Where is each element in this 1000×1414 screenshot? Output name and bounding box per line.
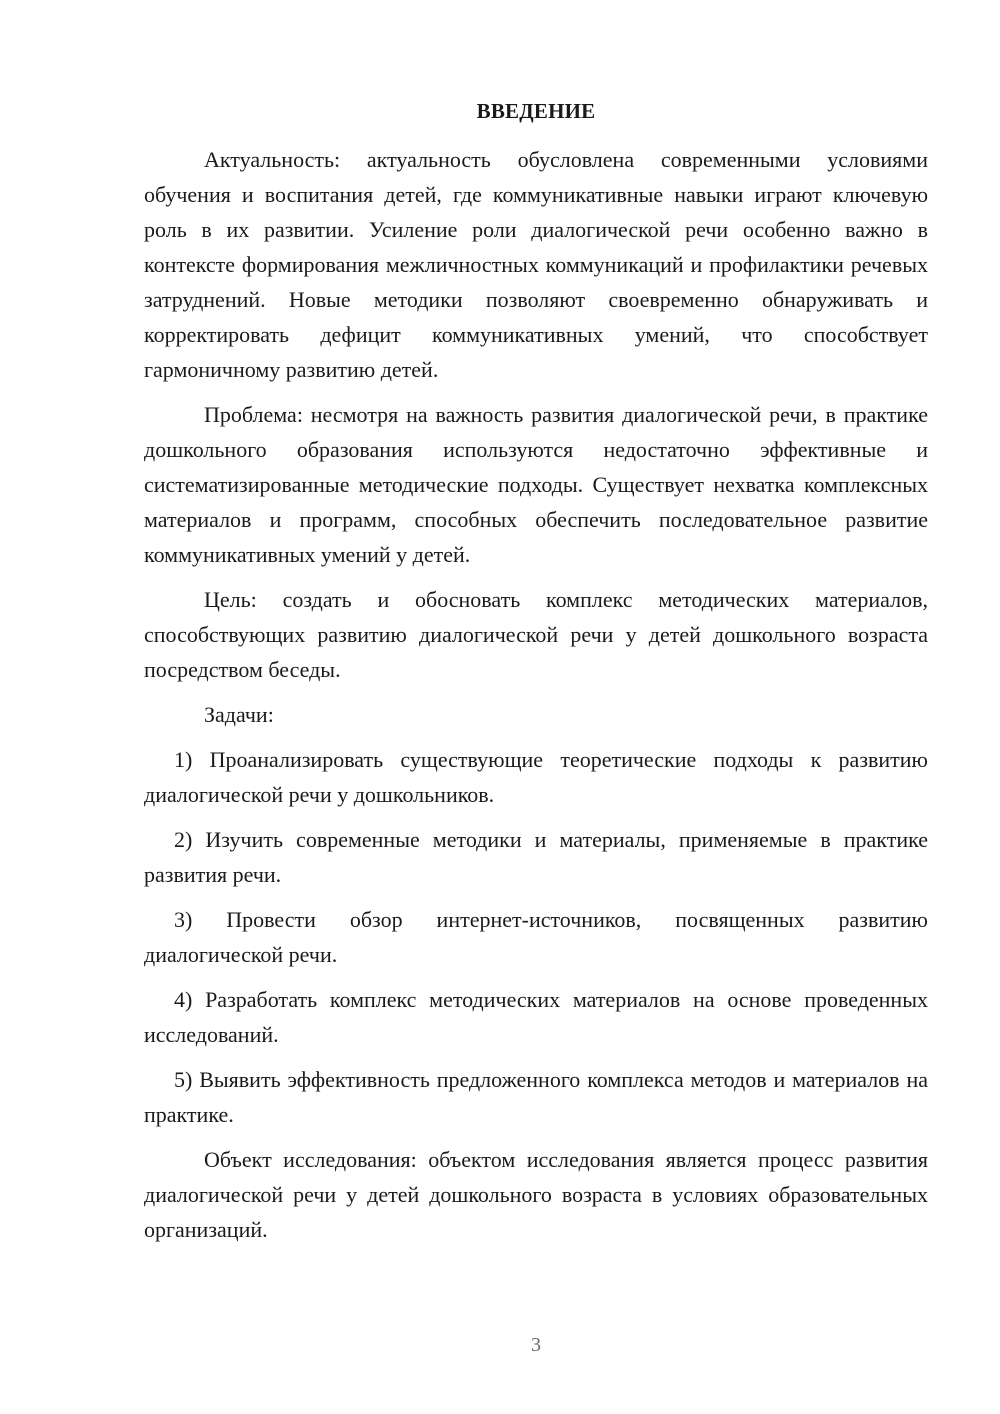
page-number: 3 [531, 1334, 541, 1356]
section-title: ВВЕДЕНИЕ [476, 99, 596, 123]
relevance-paragraph: Актуальность: актуальность обусловлена современными условиями обучения и воспитания детей, где коммуникативные навыки играют ключевую роль в их развитии. Усиление роли диалогической речи особенно важно в контексте формирования межличностных коммуникаций и профилактики речевых затруднений. Новые методики позволяют своевременно обнаруживать и корректировать дефицит коммуникативных умений, что способствует гармоничному развитию детей. [144, 147, 928, 382]
document-body [144, 142, 928, 1247]
goal-paragraph: Цель: создать и обосновать комплекс методических материалов, способствующих развитию диалогической речи у детей дошкольного возраста посредством беседы. [144, 587, 928, 682]
object-paragraph: Объект исследования: объектом исследования является процесс развития диалогической речи у детей дошкольного возраста в условиях образовательных организаций. [144, 1147, 928, 1242]
tasks-list [144, 742, 928, 1132]
tasks-heading: Задачи: [204, 702, 274, 727]
task-item-3: 3) Провести обзор интернет-источников, посвященных развитию диалогической речи. [144, 907, 928, 967]
task-item-4: 4) Разработать комплекс методических материалов на основе проведенных исследований. [144, 987, 928, 1047]
problem-paragraph: Проблема: несмотря на важность развития диалогической речи, в практике дошкольного образования используются недостаточно эффективные и систематизированные методические подходы. Существует нехватка комплексных материалов и программ, способных обеспечить последовательное развитие коммуникативных умений у детей. [144, 402, 928, 567]
task-item-5: 5) Выявить эффективность предложенного комплекса методов и материалов на практике. [144, 1067, 928, 1127]
task-item-2: 2) Изучить современные методики и материалы, применяемые в практике развития речи. [144, 827, 928, 887]
task-item-1: 1) Проанализировать существующие теоретические подходы к развитию диалогической речи у дошкольников. [144, 747, 928, 807]
